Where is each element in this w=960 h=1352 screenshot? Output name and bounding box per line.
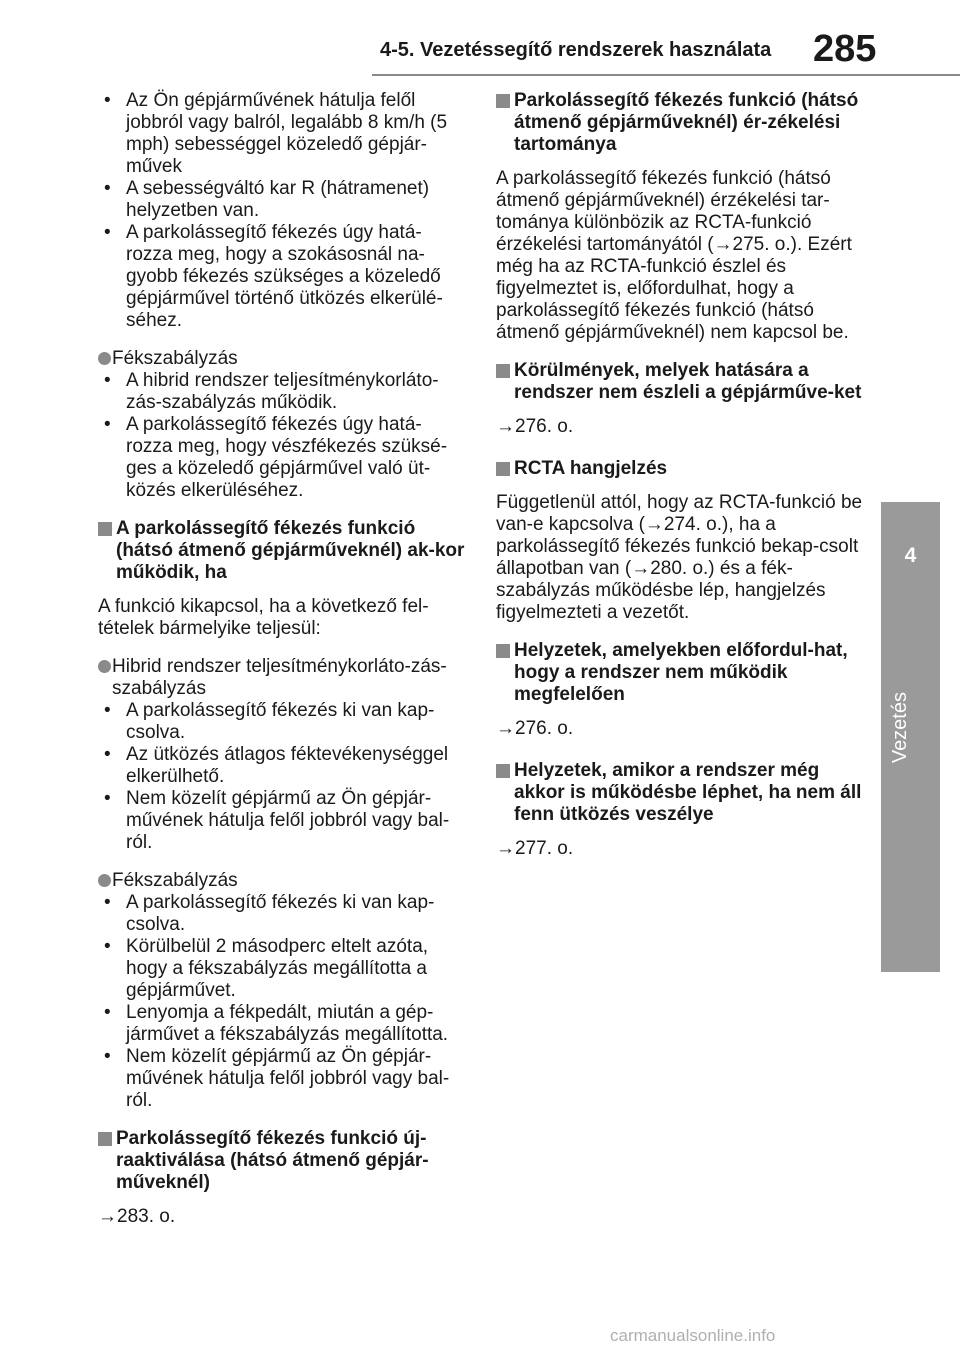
section-heading: Körülmények, melyek hatására a rendszer nem észleli a gépjárműve-ket bbox=[496, 360, 864, 404]
square-bullet-icon bbox=[496, 94, 510, 108]
circle-bullet-icon bbox=[98, 352, 111, 365]
section-heading: A parkolássegítő fékezés funkció (hátsó átmenő gépjárműveknél) ak-kor működik, ha bbox=[98, 518, 466, 584]
paragraph: Függetlenül attól, hogy az RCTA-funkció be van-e kapcsolva (→274. o.), ha a parkolássegítő fékezés funkció bekap-csolt állapotban van (→280. o.) és a fék-szabályzás működésbe lép, hangjelzés figyelmezteti a vezetőt. bbox=[496, 492, 863, 623]
circle-bullet-icon bbox=[98, 874, 111, 887]
list-item: • A parkolássegítő fékezés ki van kap-csolva. bbox=[104, 892, 435, 935]
section-heading: Helyzetek, amelyekben előfordul-hat, hogy a rendszer nem működik megfelelően bbox=[496, 640, 864, 706]
header-rule bbox=[372, 74, 960, 76]
paragraph: A parkolássegítő fékezés funkció (hátsó átmenő gépjárműveknél) érzékelési tar-tománya különbözik az RCTA-funkció érzékelési tartományától (→275. o.). Ezért még ha az RCTA-funkció észlel és figyelmeztet is, előfordulhat, hogy a parkolássegítő fékezés funkció (hátsó átmenő gépjárműveknél) nem kapcsol be. bbox=[496, 168, 852, 343]
section-heading: Helyzetek, amikor a rendszer még akkor is működésbe léphet, ha nem áll fenn ütközés veszélye bbox=[496, 760, 864, 826]
list-item: • Az Ön gépjárművének hátulja felől jobbról vagy balról, legalább 8 km/h (5 mph) sebességgel közeledő gépjár-művek bbox=[104, 90, 448, 177]
watermark: carmanualsonline.info bbox=[610, 1326, 776, 1345]
page-reference: →276. o. bbox=[496, 718, 574, 739]
list-item: • Lenyomja a fékpedált, miután a gép-járművet a fékszabályzás megállította. bbox=[104, 1002, 449, 1045]
square-bullet-icon bbox=[98, 1132, 112, 1146]
list-item: • Nem közelít gépjármű az Ön gépjár-művének hátulja felől jobbról vagy bal-ról. bbox=[104, 1046, 450, 1111]
circle-bullet-icon bbox=[98, 660, 111, 673]
list-item: • A hibrid rendszer teljesítménykorláto-zás-szabályzás működik. bbox=[104, 370, 439, 413]
page-number: 285 bbox=[813, 28, 877, 70]
page-reference: →277. o. bbox=[496, 838, 574, 859]
list-item: • A parkolássegítő fékezés ki van kap-csolva. bbox=[104, 700, 435, 743]
chapter-number: 4 bbox=[904, 544, 917, 567]
page-reference: →283. o. bbox=[98, 1206, 176, 1227]
section-heading: Parkolássegítő fékezés funkció (hátsó átmenő gépjárműveknél) ér-zékelési tartománya bbox=[496, 90, 864, 156]
bullet-list bbox=[98, 370, 466, 502]
square-bullet-icon bbox=[496, 644, 510, 658]
subheading-braking-control-2: Fékszabályzás bbox=[98, 870, 466, 892]
list-item: • A parkolássegítő fékezés úgy hatá-rozza meg, hogy a szokásosnál na-gyobb fékezés szükséges a közeledő gépjárművel történő ütközés elkerülé-séhez. bbox=[104, 222, 443, 331]
square-bullet-icon bbox=[98, 522, 112, 536]
chapter-label: Vezetés bbox=[889, 692, 911, 764]
list-item: • Az ütközés átlagos féktevékenységgel elkerülhető. bbox=[104, 744, 449, 787]
section-heading: RCTA hangjelzés bbox=[496, 458, 864, 480]
bullet-list bbox=[98, 90, 466, 332]
chapter-tab bbox=[881, 502, 940, 972]
bullet-list bbox=[98, 892, 466, 1112]
list-item: • A parkolássegítő fékezés úgy hatá-rozza meg, hogy vészfékezés szüksé-ges a közeledő gépjárművel való üt-közés elkerüléséhez. bbox=[104, 414, 448, 501]
square-bullet-icon bbox=[496, 364, 510, 378]
page-reference: →276. o. bbox=[496, 416, 574, 437]
subheading-hybrid-limit: Hibrid rendszer teljesítménykorláto-zás-szabályzás bbox=[98, 656, 466, 700]
list-item: • Nem közelít gépjármű az Ön gépjár-művének hátulja felől jobbról vagy bal-ról. bbox=[104, 788, 450, 853]
square-bullet-icon bbox=[496, 764, 510, 778]
section-heading: Parkolássegítő fékezés funkció új-raaktiválása (hátsó átmenő gépjár-műveknél) bbox=[98, 1128, 466, 1194]
subheading-braking-control: Fékszabályzás bbox=[98, 348, 466, 370]
paragraph: A funkció kikapcsol, ha a következő fel-tételek bármelyike teljesül: bbox=[98, 596, 429, 639]
bullet-list bbox=[98, 700, 466, 854]
square-bullet-icon bbox=[496, 462, 510, 476]
section-title: 4-5. Vezetéssegítő rendszerek használata bbox=[380, 39, 772, 61]
right-column bbox=[496, 90, 864, 880]
list-item: • A sebességváltó kar R (hátramenet) helyzetben van. bbox=[104, 178, 430, 221]
left-column bbox=[98, 90, 466, 1248]
list-item: • Körülbelül 2 másodperc eltelt azóta, hogy a fékszabályzás megállította a gépjárművet. bbox=[104, 936, 429, 1001]
